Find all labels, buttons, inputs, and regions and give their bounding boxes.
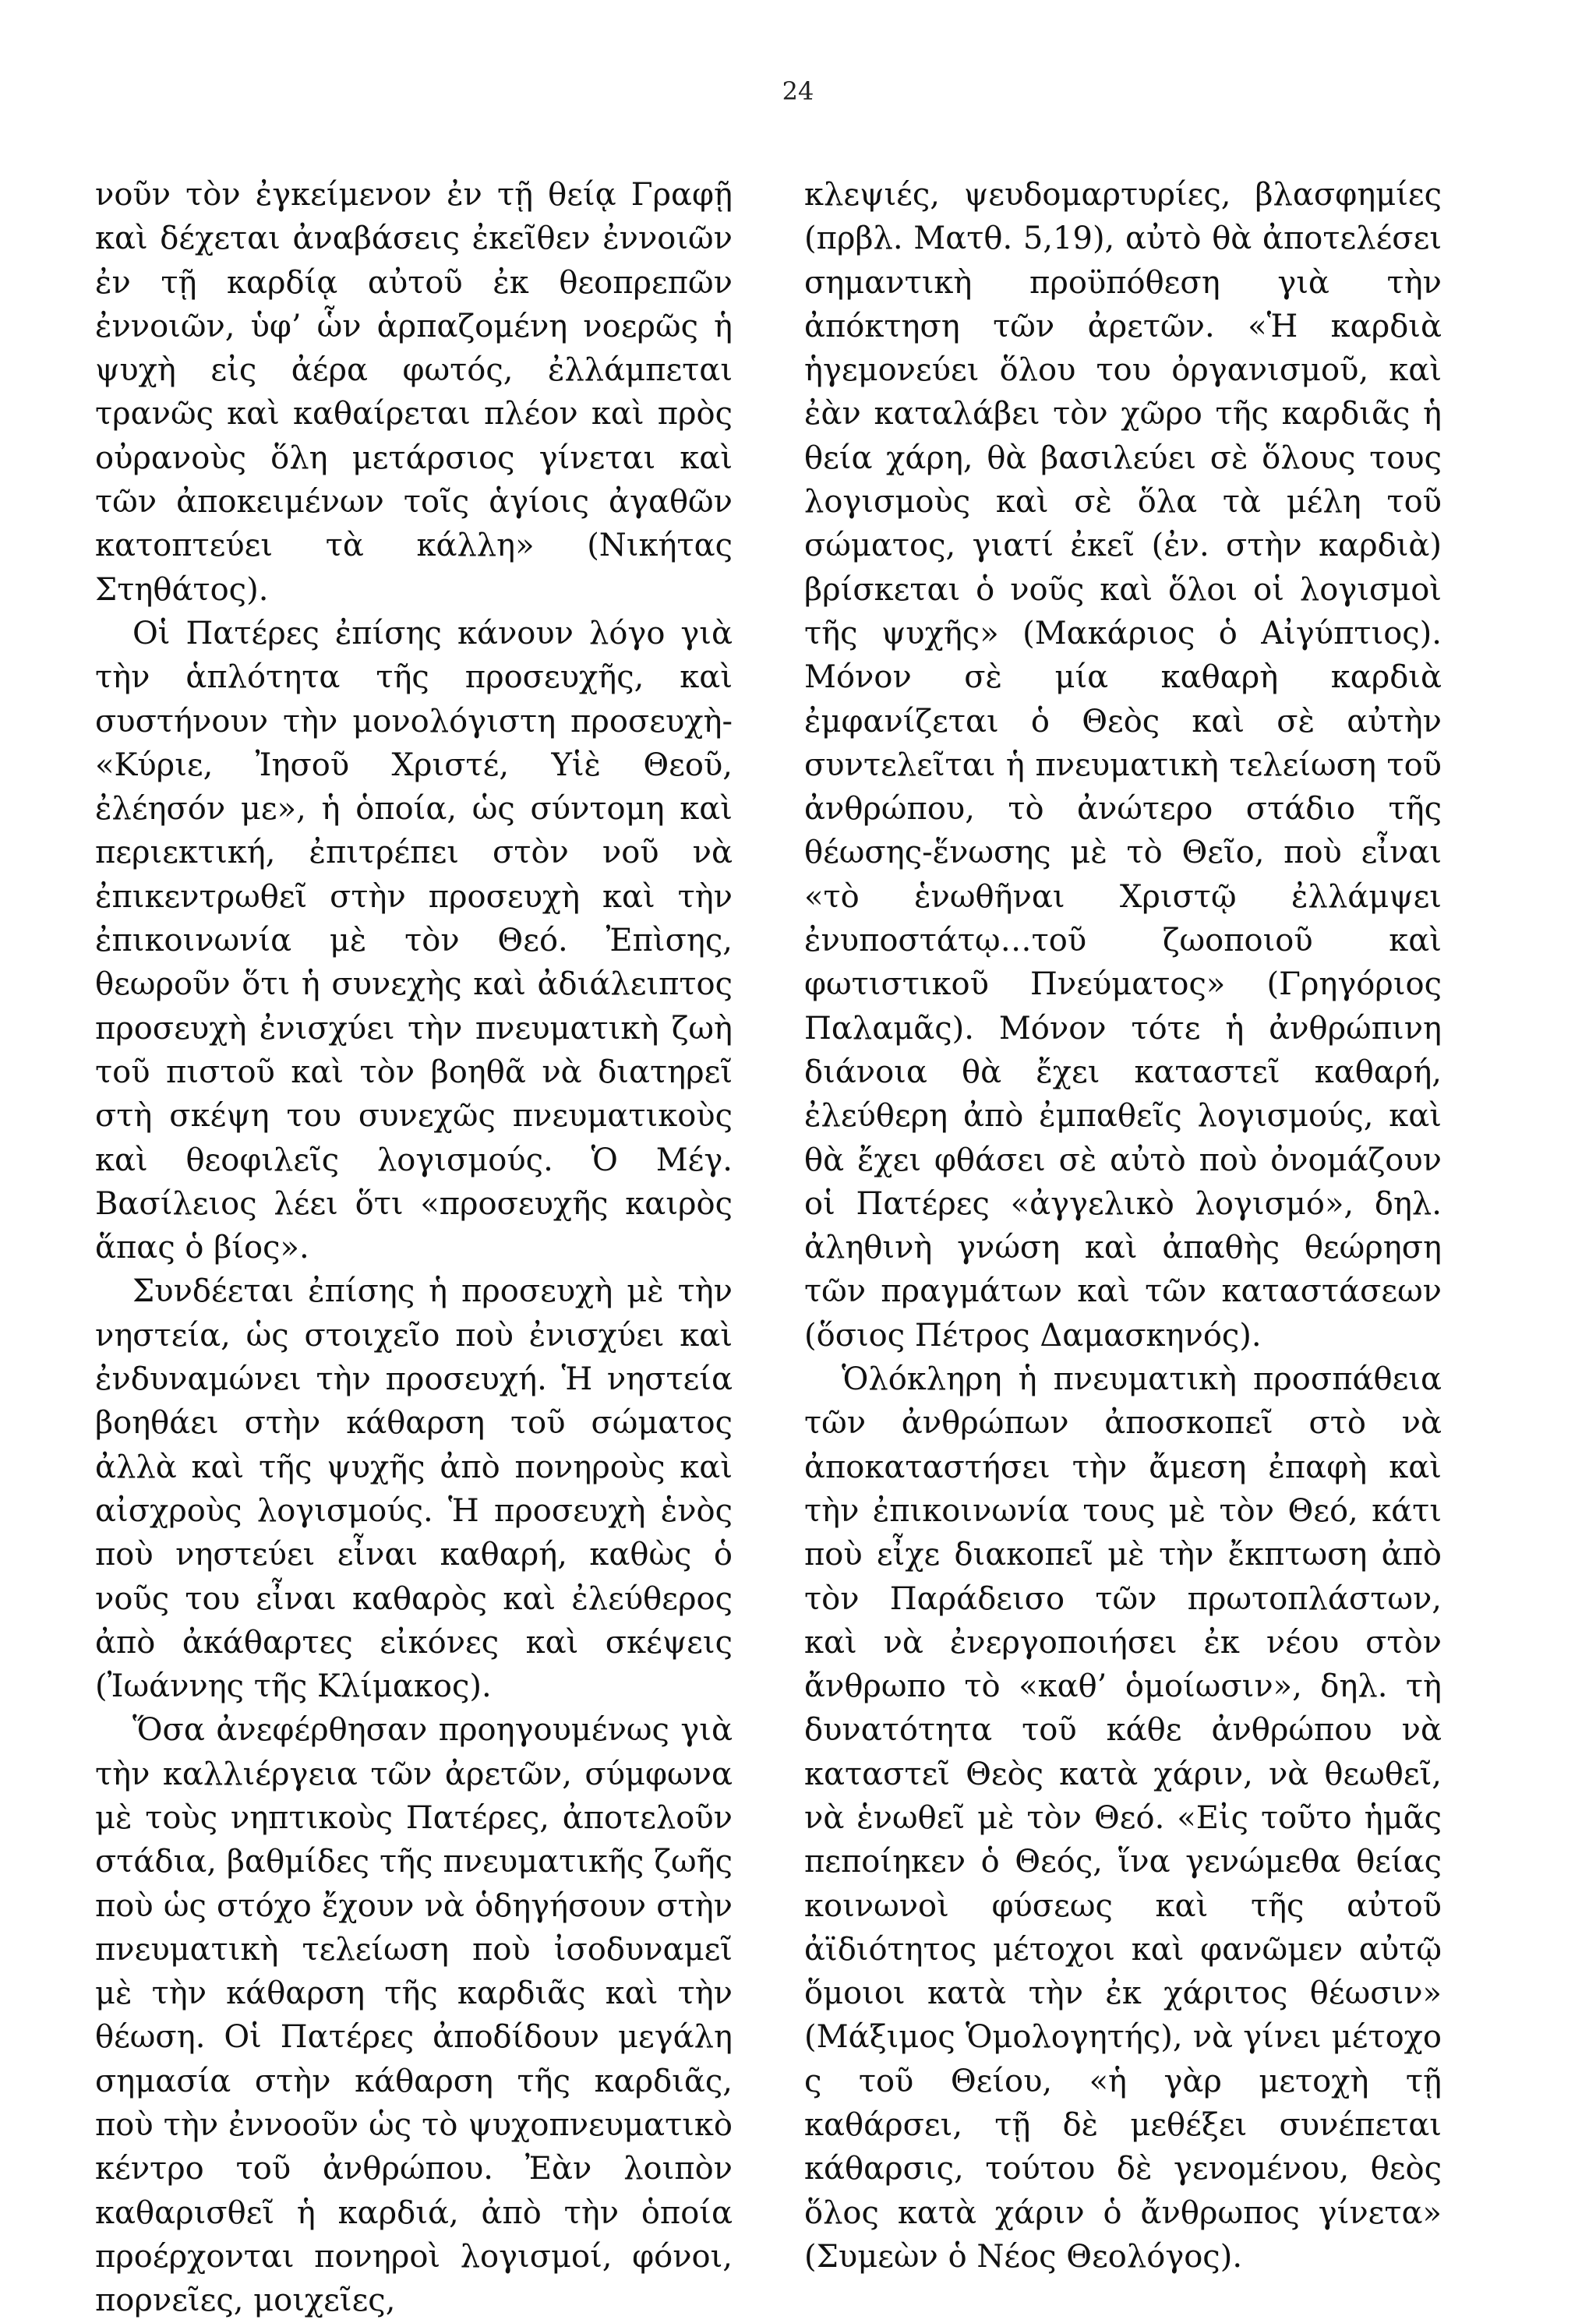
left-text-column	[95, 173, 733, 2323]
right-text-column	[804, 173, 1442, 2279]
page-number: 24	[782, 76, 814, 106]
paragraph: κλεψιές, ψευδομαρτυρίες, βλασφημίες (πρβλ. Ματθ. 5,19), αὐτὸ θὰ ἀποτελέσει σημαντικὴ προϋπόθεση γιὰ τὴν ἀπόκτηση τῶν ἀρετῶν. «Ἡ καρδιὰ ἡγεμονεύει ὅλου του ὀργανισμοῦ, καὶ ἐὰν καταλάβει τὸν χῶρο τῆς καρδιᾶς ἡ θεία χάρη, θὰ βασιλεύει σὲ ὅλους τους λογισμοὺς καὶ σὲ ὅλα τὰ μέλη τοῦ σώματος, γιατί ἐκεῖ (ἐν. στὴν καρδιὰ) βρίσκεται ὁ νοῦς καὶ ὅλοι οἱ λογισμοὶ τῆς ψυχῆς» (Μακάριος ὁ Αἰγύπτιος). Μόνον σὲ μία καθαρὴ καρδιὰ ἐμφανίζεται ὁ Θεὸς καὶ σὲ αὐτὴν συντελεῖται ἡ πνευματικὴ τελείωση τοῦ ἀνθρώπου, τὸ ἀνώτερο στάδιο τῆς θέωσης-ἕνωσης μὲ τὸ Θεῖο, ποὺ εἶναι «τὸ ἑνωθῆναι Χριστῷ ἐλλάμψει ἐνυποστάτῳ…τοῦ ζωοποιοῦ καὶ φωτιστικοῦ Πνεύματος» (Γρηγόριος Παλαμᾶς). Μόνον τότε ἡ ἀνθρώπινη διάνοια θὰ ἔχει καταστεῖ καθαρή, ἐλεύθερη ἀπὸ ἐμπαθεῖς λογισμούς, καὶ θὰ ἔχει φθάσει σὲ αὐτὸ ποὺ ὀνομάζουν οἱ Πατέρες «ἀγγελικὸ λογισμό», δηλ. ἀληθινὴ γνώση καὶ ἀπαθὴς θεώρηση τῶν πραγμάτων καὶ τῶν καταστάσεων (ὅσιος Πέτρος Δαμασκηνός).	[804, 177, 1442, 1354]
paragraph: Ὁλόκληρη ἡ πνευματικὴ προσπάθεια τῶν ἀνθρώπων ἀποσκοπεῖ στὸ νὰ ἀποκαταστήσει τὴν ἄμεση ἐπαφὴ καὶ τὴν ἐπικοινωνία τους μὲ τὸν Θεό, κάτι ποὺ εἶχε διακοπεῖ μὲ τὴν ἔκπτωση ἀπὸ τὸν Παράδεισο τῶν πρωτοπλάστων, καὶ νὰ ἐνεργοποιήσει ἐκ νέου στὸν ἄνθρωπο τὸ «καθ’ ὁμοίωσιν», δηλ. τὴ δυνατότητα τοῦ κάθε ἀνθρώπου νὰ καταστεῖ Θεὸς κατὰ χάριν, νὰ θεωθεῖ, νὰ ἑνωθεῖ μὲ τὸν Θεό. «Εἰς τοῦτο ἡμᾶς πεποίηκεν ὁ Θεός, ἵνα γενώμεθα θείας κοινωνοὶ φύσεως καὶ τῆς αὐτοῦ ἀϊδιότητος μέτοχοι καὶ φανῶμεν αὐτῷ ὅμοιοι κατὰ τὴν ἐκ χάριτος θέωσιν» (Μάξιμος Ὁμολογητής), νὰ γίνει μέτοχο ς τοῦ Θείου, «ἡ γὰρ μετοχὴ τῇ καθάρσει, τῇ δὲ μεθέξει συνέπεται κάθαρσις, τούτου δὲ γενομένου, θεὸς ὅλος κατὰ χάριν ὁ ἄνθρωπος γίνετα» (Συμεὼν ὁ Νέος Θεολόγος).	[804, 1361, 1442, 2275]
paragraph: Οἱ Πατέρες ἐπίσης κάνουν λόγο γιὰ τὴν ἁπλότητα τῆς προσευχῆς, καὶ συστήνουν τὴν μονολόγιστη προσευχὴ- «Κύριε, Ἰησοῦ Χριστέ, Υἱὲ Θεοῦ, ἐλέησόν με», ἡ ὁποία, ὡς σύντομη καὶ περιεκτική, ἐπιτρέπει στὸν νοῦ νὰ ἐπικεντρωθεῖ στὴν προσευχὴ καὶ τὴν ἐπικοινωνία μὲ τὸν Θεό. Ἐπὶσης, θεωροῦν ὅτι ἡ συνεχὴς καὶ ἀδιάλειπτος προσευχὴ ἐνισχύει τὴν πνευματικὴ ζωὴ τοῦ πιστοῦ καὶ τὸν βοηθᾶ νὰ διατηρεῖ στὴ σκέψη του συνεχῶς πνευματικοὺς καὶ θεοφιλεῖς λογισμούς. Ὁ Μέγ. Βασίλειος λέει ὅτι «προσευχῆς καιρὸς ἅπας ὁ βίος».	[95, 615, 733, 1266]
paragraph: Συνδέεται ἐπίσης ἡ προσευχὴ μὲ τὴν νηστεία, ὡς στοιχεῖο ποὺ ἐνισχύει καὶ ἐνδυναμώνει τὴν προσευχή. Ἡ νηστεία βοηθάει στὴν κάθαρση τοῦ σώματος ἀλλὰ καὶ τῆς ψυχῆς ἀπὸ πονηροὺς καὶ αἰσχροὺς λογισμούς. Ἡ προσευχὴ ἑνὸς ποὺ νηστεύει εἶναι καθαρή, καθὼς ὁ νοῦς του εἶναι καθαρὸς καὶ ἐλεύθερος ἀπὸ ἀκάθαρτες εἰκόνες καὶ σκέψεις (Ἰωάννης τῆς Κλίμακος).	[95, 1273, 733, 1705]
paragraph: νοῦν τὸν ἐγκείμενον ἐν τῇ θείᾳ Γραφῇ καὶ δέχεται ἀναβάσεις ἐκεῖθεν ἐννοιῶν ἐν τῇ καρδίᾳ αὐτοῦ ἐκ θεοπρεπῶν ἐννοιῶν, ὑφ’ ὧν ἁρπαζομένη νοερῶς ἡ ψυχὴ εἰς ἀέρα φωτός, ἐλλάμπεται τρανῶς καὶ καθαίρεται πλέον καὶ πρὸς οὐρανοὺς ὅλη μετάρσιος γίνεται καὶ τῶν ἀποκειμένων τοῖς ἁγίοις ἀγαθῶν κατοπτεύει τὰ κάλλη» (Νικήτας Στηθάτος).	[95, 177, 733, 608]
paragraph: Ὅσα ἀνεφέρθησαν προηγουμένως γιὰ τὴν καλλιέργεια τῶν ἀρετῶν, σύμφωνα μὲ τοὺς νηπτικοὺς Πατέρες, ἀποτελοῦν στάδια, βαθμίδες τῆς πνευματικῆς ζωῆς ποὺ ὡς στόχο ἔχουν νὰ ὁδηγήσουν στὴν πνευματικὴ τελείωση ποὺ ἰσοδυναμεῖ μὲ τὴν κάθαρση τῆς καρδιᾶς καὶ τὴν θέωση. Οἱ Πατέρες ἀποδίδουν μεγάλη σημασία στὴν κάθαρση τῆς καρδιᾶς, ποὺ τὴν ἐννοοῦν ὡς τὸ ψυχοπνευματικὸ κέντρο τοῦ ἀνθρώπου. Ἐὰν λοιπὸν καθαρισθεῖ ἡ καρδιά, ἀπὸ τὴν ὁποία προέρχονται πονηροὶ λογισμοί, φόνοι, πορνεῖες, μοιχεῖες,	[95, 1712, 733, 2319]
